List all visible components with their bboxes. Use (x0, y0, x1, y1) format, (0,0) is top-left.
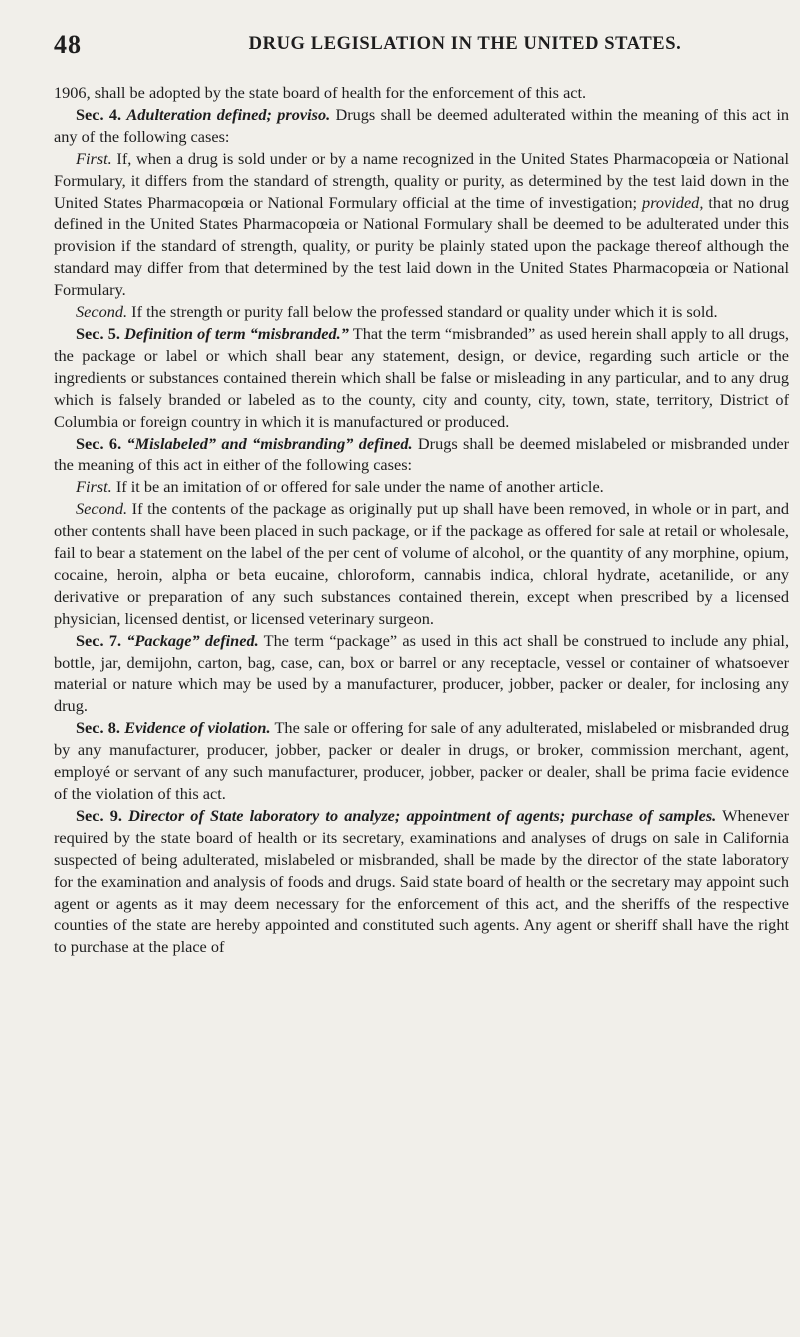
section-5 (54, 323, 789, 433)
running-title: DRUG LEGISLATION IN THE UNITED STATES. (248, 34, 682, 54)
section-heading: Director of State laboratory to analyze; appointment of agents; purchase of samples. (128, 805, 717, 825)
section-heading: “Package” defined. (126, 630, 259, 650)
section-text: Whenever required by the state board of health or its secretary, examinations and analyses of drugs on sale in California suspected of being adulterated, mislabeled or misbranded, shall be made by the director of the state laboratory for the examination and analysis of foods and drugs. Said state board of health or the secretary may appoint such agent or agents as it may deem necessary for the enforcement of this act, and the sheriffs of the respective counties of the state are hereby appointed and constituted such agents. Any agent or sheriff shall have the right to purchase at the place of (54, 805, 790, 957)
page-body (54, 82, 789, 958)
section-6 (54, 433, 789, 477)
section-4 (54, 104, 789, 148)
clause-text: If, when a drug is sold under or by a name recognized in the United States Pharmacopœia or National Formulary, it differs from the standard of strength, quality or purity, as determined by the test laid down in the United States Pharmacopœia or National Formulary official at the time of investigation; (54, 148, 789, 212)
clause-text: If it be an imitation of or offered for sale under the name of another article. (111, 477, 604, 497)
section-label: Sec. 6. (76, 433, 122, 453)
section-9 (54, 805, 789, 958)
section-heading: Definition of term “misbranded.” (124, 323, 349, 343)
section-text: The term “package” as used in this act shall be construed to include any phial, bottle, jar, demijohn, carton, bag, case, can, box or barrel or any receptacle, vessel or container of whatsoever material or nature which may be used by a manufacturer, producer, jobber, packer or dealer, for inclosing any drug. (54, 630, 790, 716)
clause-text: If the contents of the package as originally put up shall have been removed, in whole or in part, and other contents shall have been placed in such package, or if the package as offered for sale at retail or wholesale, fail to bear a statement on the label of the per cent of volume of alcohol, or the quantity of any morphine, opium, cocaine, heroin, alpha or beta eucaine, chloroform, cannabis indica, chloral hydrate, acetanilide, or any derivative or preparation of any such substances contained therein, except when prescribed by a licensed physician, licensed dentist, or licensed veterinary surgeon. (54, 499, 789, 628)
section-6-first (54, 476, 789, 498)
section-7 (54, 630, 789, 718)
section-6-second (54, 498, 789, 629)
section-label: Sec. 7. (76, 630, 122, 650)
section-heading: Adulteration defined; proviso. (126, 104, 331, 124)
section-4-first (54, 148, 789, 301)
section-8 (54, 717, 789, 805)
section-4-second (54, 301, 789, 323)
proviso-word: provided, (642, 192, 704, 212)
page-header (54, 30, 756, 60)
clause-marker: Second. (76, 302, 128, 322)
section-label: Sec. 9. (76, 805, 122, 825)
paragraph-continuation: 1906, shall be adopted by the state board of health for the enforcement of this act. (54, 83, 587, 102)
section-label: Sec. 4. (76, 104, 122, 124)
clause-marker: Second. (76, 499, 128, 519)
section-text: The sale or offering for sale of any adulterated, mislabeled or misbranded drug by any manufacturer, producer, jobber, packer or dealer in drugs, or broker, commission merchant, agent, employé or servant of any such manufacturer, producer, jobber, packer or dealer, shall be prima facie evidence of the violation of this act. (54, 718, 789, 803)
section-text: Drugs shall be deemed mislabeled or misbranded under the meaning of this act in either of the following cases: (54, 433, 789, 475)
section-text: That the term “misbranded” as used herein shall apply to all drugs, the package or label or which shall bear any statement, design, or device, regarding such article or the ingredients or substances contained therein which shall be false or misleading in any particular, and to any drug which is falsely branded or labeled as to the county, city and county, city, town, state, territory, District of Columbia or foreign country in which it is manufactured or produced. (54, 323, 789, 431)
section-heading: Evidence of violation. (124, 718, 271, 738)
section-label: Sec. 5. (76, 323, 120, 343)
clause-text: If the strength or purity fall below the professed standard or quality under which it is sold. (127, 302, 718, 322)
page-number: 48 (54, 30, 82, 59)
section-heading: “Mislabeled” and “misbranding” defined. (126, 433, 413, 453)
clause-marker: First. (76, 148, 112, 168)
clause-text: that no drug defined in the United States Pharmacopœia or National Formulary shall be deemed to be adulterated under this provision if the standard of strength, quality, or purity be plainly stated upon the package thereof although the standard may differ from that determined by the test laid down in the United States Pharmacopœia or National Formulary. (54, 192, 789, 300)
section-label: Sec. 8. (76, 718, 120, 738)
section-text: Drugs shall be deemed adulterated within the meaning of this act in any of the following cases: (54, 104, 789, 146)
clause-marker: First. (76, 477, 112, 497)
